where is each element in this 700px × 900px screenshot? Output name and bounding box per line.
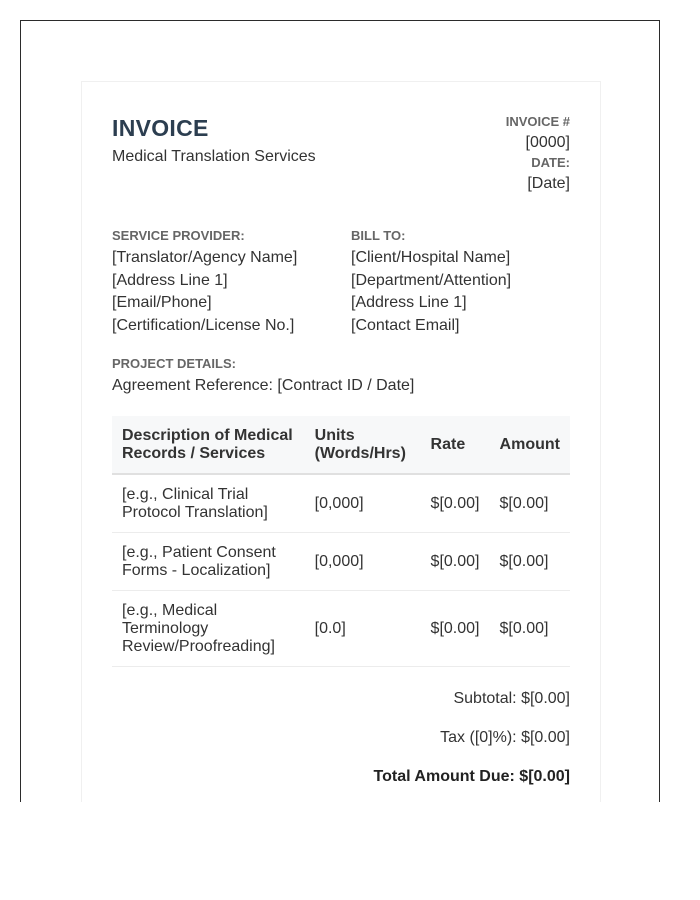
header-rate: Rate [421,416,490,474]
provider-address: [Address Line 1] [112,271,228,289]
bill-to-label: BILL TO: [351,228,406,243]
row-rate: $[0.00] [421,533,490,591]
invoice-title: INVOICE [112,115,209,141]
client-email: [Contact Email] [351,317,460,335]
row-units: [0.0] [305,591,421,667]
row-units: [0,000] [305,533,421,591]
client-address: [Address Line 1] [351,294,467,312]
client-department: [Department/Attention] [351,271,512,289]
table-header-row [112,416,570,474]
service-provider [112,227,297,338]
invoice-header [112,110,570,220]
provider-name: [Translator/Agency Name] [112,249,298,266]
table-row [112,533,570,591]
project-details-label: PROJECT DETAILS: [112,356,236,371]
client-name: [Client/Hospital Name] [351,249,511,266]
header-amount: Amount [490,416,570,474]
row-description: [e.g., Clinical Trial Protocol Translation] [112,474,305,533]
row-amount: $[0.00] [490,474,570,533]
tax: Tax ([0]%): $[0.00] [440,729,570,746]
table-row [112,591,570,667]
agreement-reference: Agreement Reference: [Contract ID / Date] [112,377,415,394]
provider-contact: [Email/Phone] [112,294,212,312]
invoice-number-value: [0000] [525,134,570,151]
row-amount: $[0.00] [490,591,570,667]
project-details [112,355,570,397]
bill-to [351,227,511,338]
invoice-date-label: DATE: [531,155,570,170]
line-items-table [112,416,570,667]
invoice-meta [506,112,570,194]
subtotal: Subtotal: $[0.00] [453,690,570,707]
row-rate: $[0.00] [421,474,490,533]
table-row [112,474,570,533]
row-description: [e.g., Medical Terminology Review/Proofreading] [112,591,305,667]
parties-section [112,227,570,355]
row-amount: $[0.00] [490,533,570,591]
service-provider-label: SERVICE PROVIDER: [112,228,245,243]
invoice-date-value: [Date] [527,175,570,192]
provider-certification: [Certification/License No.] [112,317,295,335]
row-units: [0,000] [305,474,421,533]
row-rate: $[0.00] [421,591,490,667]
total-amount-due: Total Amount Due: $[0.00] [373,768,570,785]
header-units: Units (Words/Hrs) [305,416,421,474]
header-description: Description of Medical Records / Services [112,416,305,474]
invoice-subtitle: Medical Translation Services [112,148,316,165]
row-description: [e.g., Patient Consent Forms - Localization] [112,533,305,591]
totals-section [112,679,570,796]
invoice-content [112,110,570,796]
invoice-number-label: INVOICE # [505,114,570,129]
